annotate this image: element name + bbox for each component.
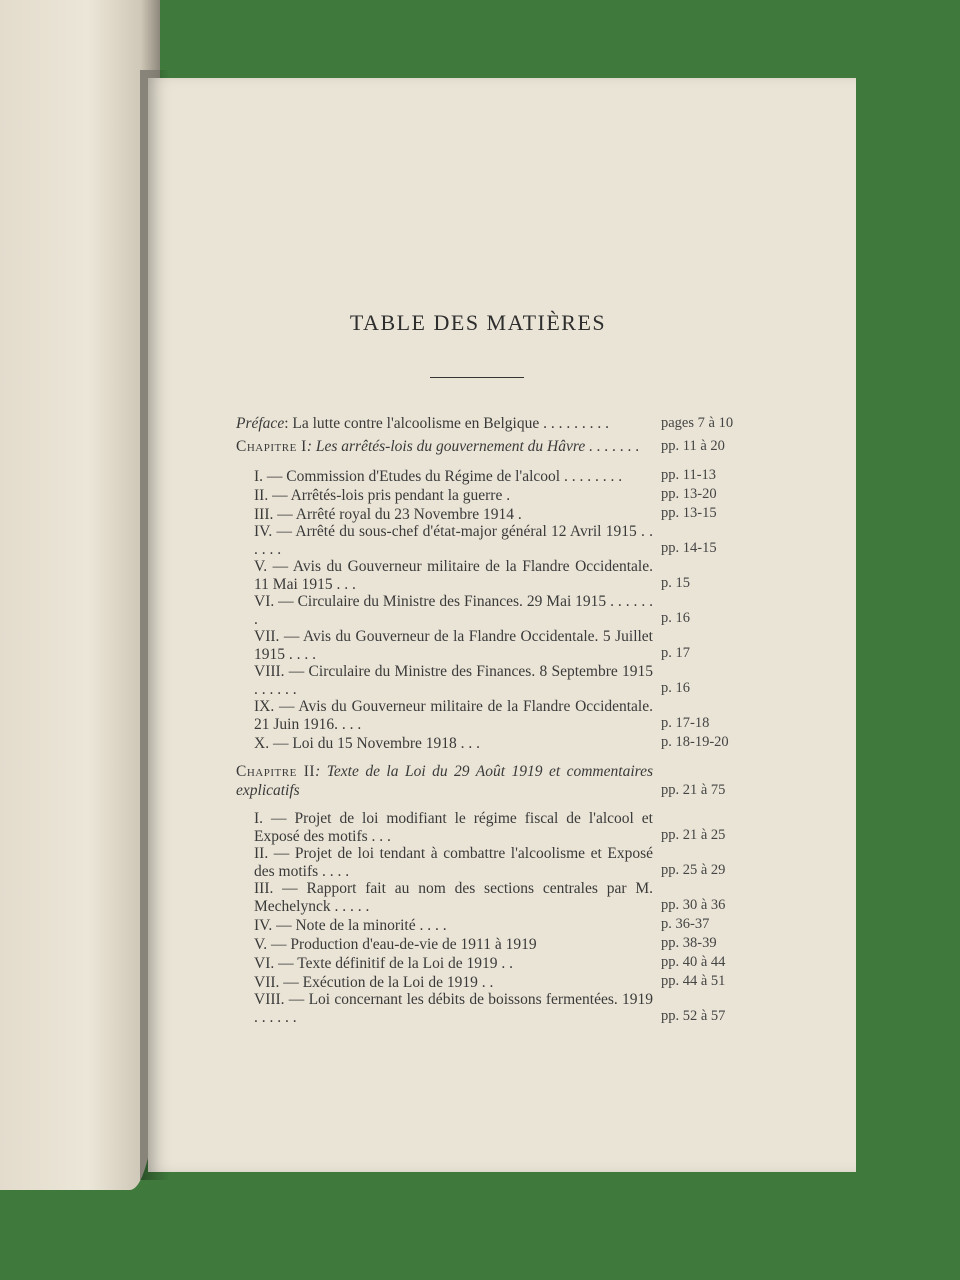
- entry-pages: pp. 11-13: [661, 467, 717, 483]
- entry-label: Préface: [236, 415, 285, 432]
- entry-label: Chapitre I: [236, 438, 307, 455]
- entry-text: I. — Commission d'Etudes du Régime de l'alcool . . . . . . . .: [254, 467, 623, 485]
- toc-subentry: [236, 972, 766, 991]
- entry-pages: p. 16: [661, 680, 690, 696]
- entry-pages: p. 36-37: [661, 916, 710, 932]
- toc-subentry: [236, 991, 766, 1026]
- entry-pages: p. 15: [661, 575, 690, 591]
- entry-pages: p. 18-19-20: [661, 734, 729, 750]
- entry-text: III. — Arrêté royal du 23 Novembre 1914 .: [254, 505, 522, 523]
- table-of-contents: [236, 414, 766, 1026]
- entry-pages: pp. 11 à 20: [661, 438, 725, 454]
- entry-text: VIII. — Loi concernant les débits de boissons fermentées. 1919 . . . . . .: [254, 991, 653, 1026]
- entry-pages: pages 7 à 10: [661, 415, 734, 431]
- entry-text: IV. — Note de la minorité . . . .: [254, 916, 447, 934]
- entry-text: II. — Arrêtés-lois pris pendant la guerre .: [254, 486, 511, 504]
- toc-subentry: [236, 485, 766, 504]
- toc-subentry: [236, 845, 766, 880]
- toc-subentry: [236, 593, 766, 628]
- entry-pages: pp. 40 à 44: [661, 954, 726, 970]
- toc-subentry: [236, 504, 766, 523]
- entry-pages: pp. 38-39: [661, 935, 717, 951]
- entry-text: VII. — Exécution de la Loi de 1919 . .: [254, 973, 494, 991]
- right-page: [148, 78, 856, 1172]
- toc-entry-chapter-1: [236, 437, 766, 456]
- entry-text: V. — Avis du Gouverneur militaire de la Flandre Occidentale. 11 Mai 1915 . . .: [254, 558, 653, 593]
- entry-pages: p. 16: [661, 610, 690, 626]
- entry-title: : Les arrêtés-lois du gouvernement du Hâvre . . . . . . .: [306, 438, 640, 455]
- entry-text: VII. — Avis du Gouverneur de la Flandre Occidentale. 5 Juillet 1915 . . . .: [254, 628, 653, 663]
- title-rule: [430, 377, 524, 378]
- entry-title: : La lutte contre l'alcoolisme en Belgique . . . . . . . . .: [284, 415, 609, 432]
- entry-pages: pp. 25 à 29: [661, 862, 726, 878]
- entry-text: VIII. — Circulaire du Ministre des Finances. 8 Septembre 1915 . . . . . .: [254, 663, 653, 698]
- toc-subentry: [236, 663, 766, 698]
- toc-subentry: [236, 915, 766, 934]
- entry-text: VI. — Texte définitif de la Loi de 1919 . .: [254, 954, 514, 972]
- page-title: TABLE DES MATIÈRES: [349, 310, 607, 335]
- entry-text: I. — Projet de loi modifiant le régime fiscal de l'alcool et Exposé des motifs . . .: [254, 810, 653, 845]
- entry-pages: pp. 44 à 51: [661, 973, 726, 989]
- entry-pages: pp. 21 à 25: [661, 827, 726, 843]
- entry-pages: pp. 21 à 75: [661, 782, 726, 798]
- toc-subentry: [236, 628, 766, 663]
- entry-text: IX. — Avis du Gouverneur militaire de la Flandre Occidentale. 21 Juin 1916. . . .: [254, 698, 653, 733]
- entry-text: X. — Loi du 15 Novembre 1918 . . .: [254, 734, 481, 752]
- toc-subentry: [236, 698, 766, 733]
- entry-text: III. — Rapport fait au nom des sections centrales par M. Mechelynck . . . . .: [254, 880, 653, 915]
- entry-text: V. — Production d'eau-de-vie de 1911 à 1919: [254, 935, 537, 953]
- entry-pages: p. 17: [661, 645, 690, 661]
- toc-subentry: [236, 810, 766, 845]
- toc-entry-chapter-2: [236, 762, 766, 800]
- toc-entry-preface: [236, 414, 766, 433]
- entry-pages: p. 17-18: [661, 715, 710, 731]
- entry-title: : Texte de la Loi du 29 Août 1919 et commentaires explicatifs: [236, 763, 653, 799]
- toc-subentry: [236, 934, 766, 953]
- entry-label: Chapitre II: [236, 763, 316, 780]
- entry-text: VI. — Circulaire du Ministre des Finances. 29 Mai 1915 . . . . . . .: [254, 593, 653, 628]
- toc-subentry: [236, 466, 766, 485]
- entry-pages: pp. 52 à 57: [661, 1008, 726, 1024]
- entry-text: II. — Projet de loi tendant à combattre l'alcoolisme et Exposé des motifs . . . .: [254, 845, 653, 880]
- toc-subentry: [236, 523, 766, 558]
- entry-pages: pp. 30 à 36: [661, 897, 726, 913]
- entry-text: IV. — Arrêté du sous-chef d'état-major général 12 Avril 1915 . . . . . .: [254, 523, 653, 558]
- left-page: [0, 0, 160, 1190]
- entry-pages: pp. 13-20: [661, 486, 717, 502]
- entry-pages: pp. 14-15: [661, 540, 717, 556]
- toc-subentry: [236, 558, 766, 593]
- toc-subentry: [236, 953, 766, 972]
- toc-subentry: [236, 733, 766, 752]
- toc-subentry: [236, 880, 766, 915]
- entry-pages: pp. 13-15: [661, 505, 717, 521]
